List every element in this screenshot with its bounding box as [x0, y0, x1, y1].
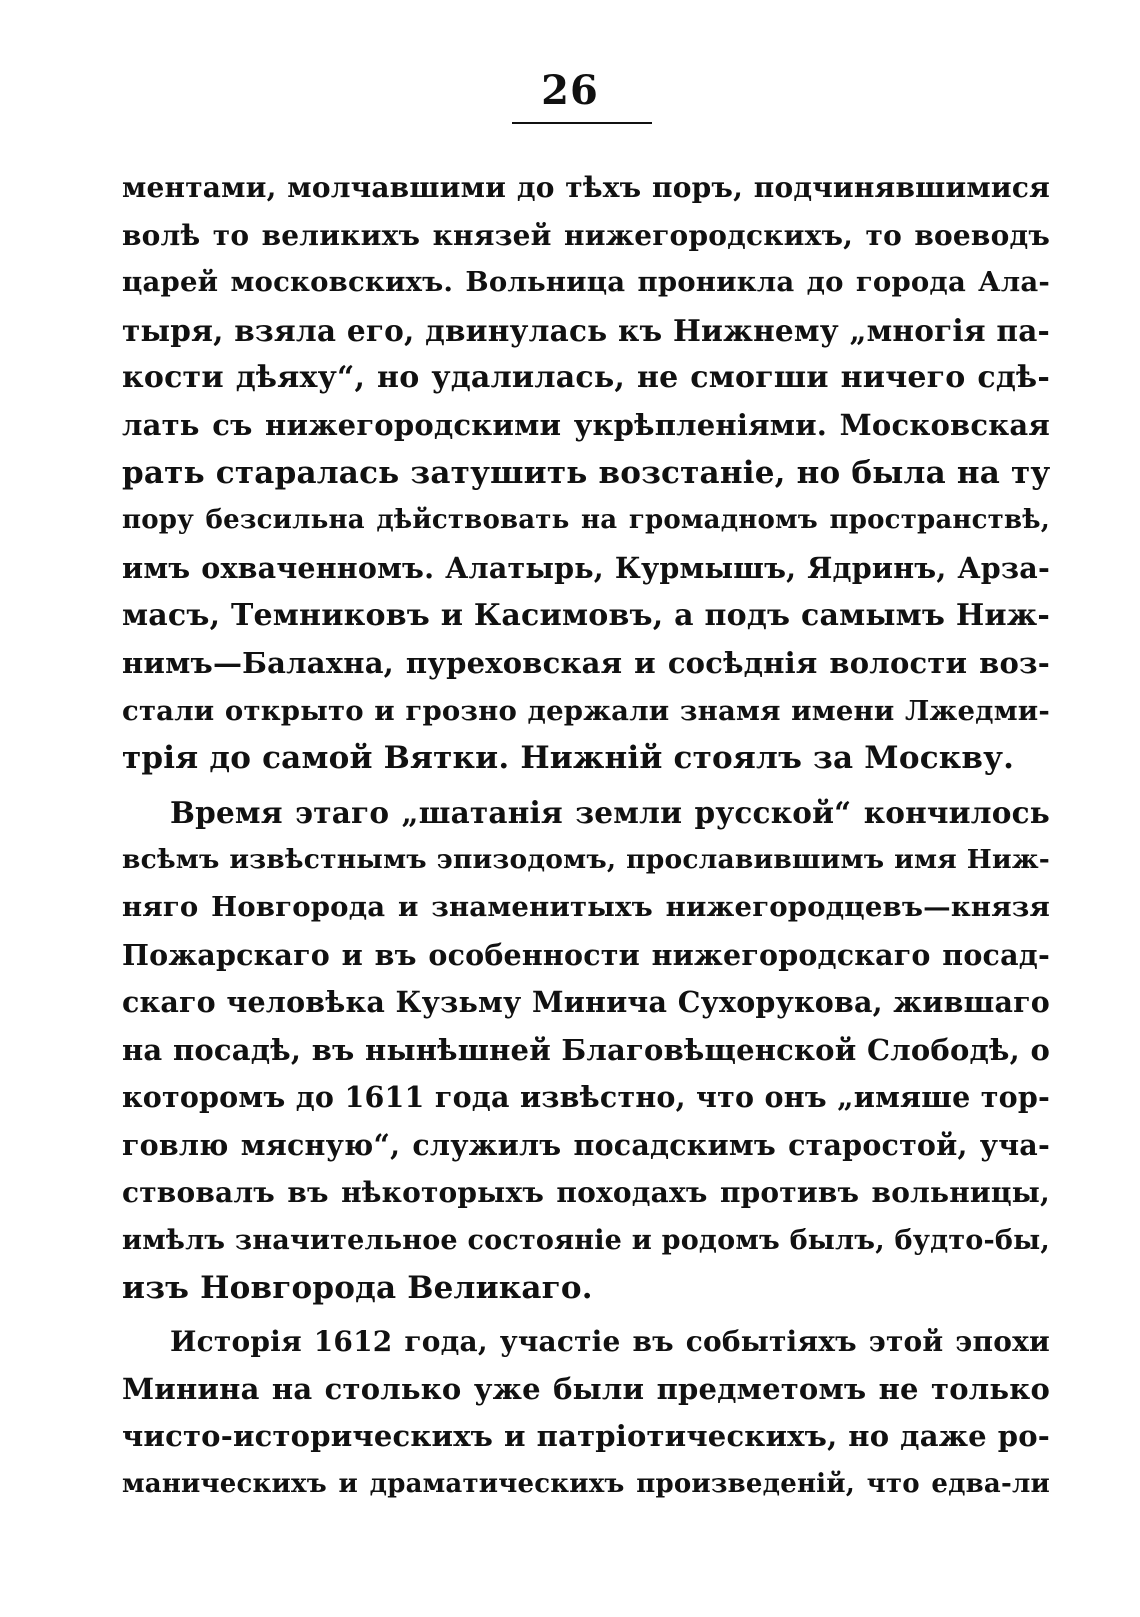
text-line: маническихъ и драматическихъ произведеній, что едва-ли — [122, 1469, 1050, 1500]
paragraph-2 — [122, 789, 1050, 1313]
text-line: которомъ до 1611 года извѣстно, что онъ „имяше тор- — [122, 1080, 1050, 1115]
body-text — [122, 164, 1050, 1509]
text-line: говлю мясную“, служилъ посадскимъ старостой, уча- — [122, 1127, 1050, 1162]
paragraph-1 — [122, 164, 1050, 783]
text-line: пору безсильна дѣйствовать на громадномъ пространствѣ, — [122, 505, 1050, 536]
text-line: всѣмъ извѣстнымъ эпизодомъ, прославившимъ имя Ниж- — [122, 844, 1050, 876]
text-line: ствовалъ въ нѣкоторыхъ походахъ противъ вольницы, — [122, 1176, 1050, 1210]
text-line: стали открыто и грозно держали знамя имени Лжедми- — [122, 694, 1050, 727]
text-line: тыря, взяла его, двинулась къ Нижнему „многія па- — [122, 312, 1050, 348]
text-line: няго Новгорода и знаменитыхъ нижегородцевъ—князя — [122, 890, 1050, 923]
text-line: Исторія 1612 года, участіе въ событіяхъ этой эпохи — [170, 1325, 1050, 1359]
page-number: 26 — [541, 67, 599, 114]
text-line: трія до самой Вятки. Нижній стоялъ за Москву. — [122, 740, 1015, 777]
text-line: нимъ—Балахна, пуреховская и сосѣднія волости воз- — [122, 645, 1050, 680]
paragraph-3 — [122, 1318, 1050, 1508]
text-line: имѣлъ значительное состояніе и родомъ былъ, будто-бы, — [122, 1225, 1050, 1257]
text-line: рать старалась затушить возстаніе, но была на ту — [122, 454, 1051, 491]
text-line: чисто-историческихъ и патріотическихъ, но даже ро- — [122, 1419, 1050, 1454]
text-line: Время этаго „шатанія земли русской“ кончилось — [170, 794, 1050, 830]
text-line: имъ охваченномъ. Алатырь, Курмышъ, Ядринъ, Арза- — [122, 550, 1050, 585]
text-line: Пожарскаго и въ особенности нижегородскаго посад- — [122, 937, 1050, 972]
text-line: скаго человѣка Кузьму Минича Сухорукова, жившаго — [122, 985, 1050, 1020]
page-number-rule — [512, 122, 652, 124]
text-line: кости дѣяху“, но удалилась, не смогши ничего сдѣ- — [122, 360, 1050, 396]
text-line: на посадѣ, въ нынѣшней Благовѣщенской Слободѣ, о — [122, 1032, 1050, 1067]
text-line: волѣ то великихъ князей нижегородскихъ, то воеводъ — [122, 218, 1050, 252]
text-line: ментами, молчавшими до тѣхъ поръ, подчинявшимися — [122, 171, 1050, 204]
text-line: масъ, Темниковъ и Касимовъ, а подъ самымъ Ниж- — [122, 598, 1050, 634]
text-line: царей московскихъ. Вольница проникла до города Ала- — [122, 266, 1050, 299]
text-line: лать съ нижегородскими укрѣпленіями. Московская — [122, 407, 1050, 442]
text-line: изъ Новгорода Великаго. — [122, 1269, 593, 1306]
text-line: Минина на столько уже были предметомъ не только — [122, 1371, 1050, 1406]
